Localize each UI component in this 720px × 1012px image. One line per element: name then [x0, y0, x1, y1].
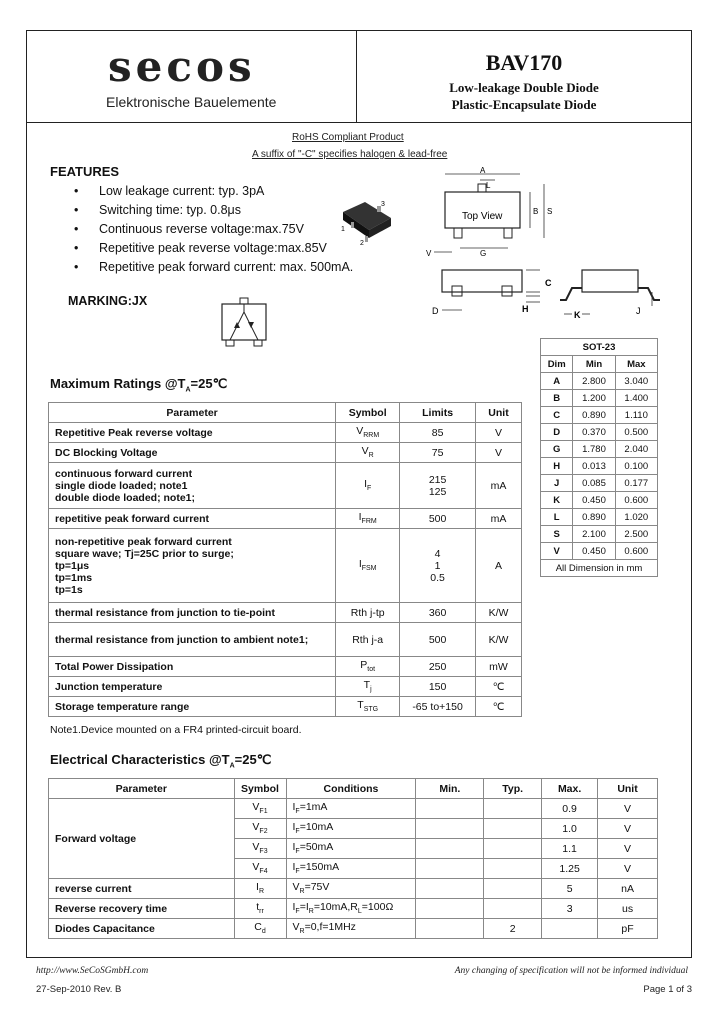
column-header: Typ. [484, 779, 542, 799]
table-row: D 0.370 0.500 [541, 424, 658, 441]
table-row: DC Blocking Voltage $V_R$ 75 V [49, 443, 522, 463]
dimensions-table [540, 338, 658, 577]
table-row: Forward voltage $V_{F1}$ $I_F=1mA$ 0.9 V [49, 799, 658, 819]
package-end-view-drawing [560, 266, 670, 324]
dim-l-label: L [486, 181, 491, 190]
features-title: FEATURES [50, 164, 120, 179]
top-view-label: Top View [462, 211, 503, 222]
footer-notice: Any changing of specification will not be informed individual [454, 966, 688, 976]
table-row: reverse current $I_R$ $V_R=75V$ 5 nA [49, 879, 658, 899]
pin3-label: 3 [381, 201, 385, 208]
table-row: $V_{F3}$ $I_F=50mA$ 1.1 V [49, 839, 658, 859]
column-header: Unit [476, 403, 522, 423]
table-row: non-repetitive peak forward current square wave; Tj=25C prior to surge; tp=1μs tp=1ms tp=1s $I_{FSM}$ 4 1 0.5 A [49, 529, 522, 603]
table-row: Total Power Dissipation $P_{tot}$ 250 mW [49, 657, 522, 677]
column-header: Symbol [336, 403, 400, 423]
table-row: V 0.450 0.600 [541, 543, 658, 560]
pin1-label: 1 [341, 226, 345, 233]
table-row: C 0.890 1.110 [541, 407, 658, 424]
rohs-note: RoHS Compliant Product [292, 132, 404, 143]
column-header: Parameter [49, 403, 336, 423]
marking-label: MARKING:JX [68, 294, 148, 308]
max-ratings-title: Maximum Ratings $@T_A=25℃$ [50, 376, 228, 394]
table-row: K 0.450 0.600 [541, 492, 658, 509]
max-ratings-table [48, 402, 522, 717]
dim-header: Max [615, 356, 657, 373]
marking-diagram [214, 296, 274, 352]
table-row: J 0.085 0.177 [541, 475, 658, 492]
table-row: continuous forward current single diode loaded; note1 double diode loaded; note1; $I_F$ 215 125 mA [49, 463, 522, 509]
table-row: Storage temperature range $T_{STG}$ -65 to+150 ℃ [49, 697, 522, 717]
dim-header: Min [573, 356, 615, 373]
table-row: $V_{F4}$ $I_F=150mA$ 1.25 V [49, 859, 658, 879]
table-row: G 1.780 2.040 [541, 441, 658, 458]
column-header: Limits [400, 403, 476, 423]
feature-item: • Continuous reverse voltage:max.75V [74, 220, 353, 239]
feature-item: • Repetitive peak forward current: max. 500mA. [74, 258, 353, 277]
halogen-note: A suffix of "-C" specifies halogen & lead-free [252, 149, 448, 160]
part-description-1: Low-leakage Double Diode [449, 80, 599, 95]
dim-c-label: C [545, 278, 552, 288]
table-row: Reverse recovery time $t_{rr}$ $I_F=I_R=10mA,R_L=100\Omega$ 3 us [49, 899, 658, 919]
feature-item: • Low leakage current: typ. 3pA [74, 182, 353, 201]
part-description-2: Plastic-Encapsulate Diode [451, 97, 597, 112]
dim-h-label: H [522, 304, 529, 314]
dim-k-label: K [574, 310, 581, 320]
footer-page: Page 1 of 3 [643, 984, 692, 995]
table-row: S 2.100 2.500 [541, 526, 658, 543]
elec-char-title: Electrical Characteristics $@T_A=25℃$ [50, 752, 272, 770]
table-row: H 0.013 0.100 [541, 458, 658, 475]
table-row: thermal resistance from junction to ambient note1; Rth j-a 500 K/W [49, 623, 522, 657]
dim-v-label: V [426, 249, 432, 258]
max-ratings-note: Note1.Device mounted on a FR4 printed-circuit board. [50, 724, 302, 736]
table-row: repetitive peak forward current $I_{FRM}$ 500 mA [49, 509, 522, 529]
package-top-view-drawing [420, 162, 570, 262]
dim-d-label: D [432, 306, 439, 316]
column-header: Conditions [286, 779, 416, 799]
dim-a-label: A [480, 166, 486, 175]
column-header: Parameter [49, 779, 235, 799]
part-number: BAV170 [485, 50, 563, 75]
table-row: A 2.800 3.040 [541, 373, 658, 390]
table-row: B 1.200 1.400 [541, 390, 658, 407]
package-3d-image [335, 198, 395, 246]
pin2-label: 2 [360, 240, 364, 246]
table-row: Diodes Capacitance $C_d$ $V_R=0,f=1MHz$ 2 pF [49, 919, 658, 939]
footer-url[interactable]: http://www.SeCoSGmbH.com [36, 966, 149, 976]
company-logo: secos [108, 42, 256, 91]
dim-b-label: B [533, 207, 539, 216]
column-header: Unit [598, 779, 658, 799]
column-header: Symbol [234, 779, 286, 799]
feature-item: • Repetitive peak reverse voltage:max.85V [74, 239, 353, 258]
elec-char-table [48, 778, 658, 939]
dim-g-label: G [480, 249, 487, 258]
table-row: thermal resistance from junction to tie-point Rth j-tp 360 K/W [49, 603, 522, 623]
dimensions-title: SOT-23 [541, 339, 658, 356]
table-row: $V_{F2}$ $I_F=10mA$ 1.0 V [49, 819, 658, 839]
column-header: Max. [542, 779, 598, 799]
features-list [74, 182, 353, 277]
package-side-view-drawing [430, 266, 570, 324]
header-divider [26, 122, 692, 123]
column-header: Min. [416, 779, 484, 799]
table-row: Repetitive Peak reverse voltage $V_{RRM}$ 85 V [49, 423, 522, 443]
dim-s-label: S [547, 207, 553, 216]
table-row: L 0.890 1.020 [541, 509, 658, 526]
table-row: Junction temperature $T_j$ 150 ℃ [49, 677, 522, 697]
dim-header: Dim [541, 356, 573, 373]
dim-j-label: J [636, 306, 641, 316]
feature-item: • Switching time: typ. 0.8μs [74, 201, 353, 220]
footer-date: 27-Sep-2010 Rev. B [36, 984, 122, 995]
dimensions-footer: All Dimension in mm [541, 560, 658, 577]
company-tagline: Elektronische Bauelemente [106, 94, 277, 110]
